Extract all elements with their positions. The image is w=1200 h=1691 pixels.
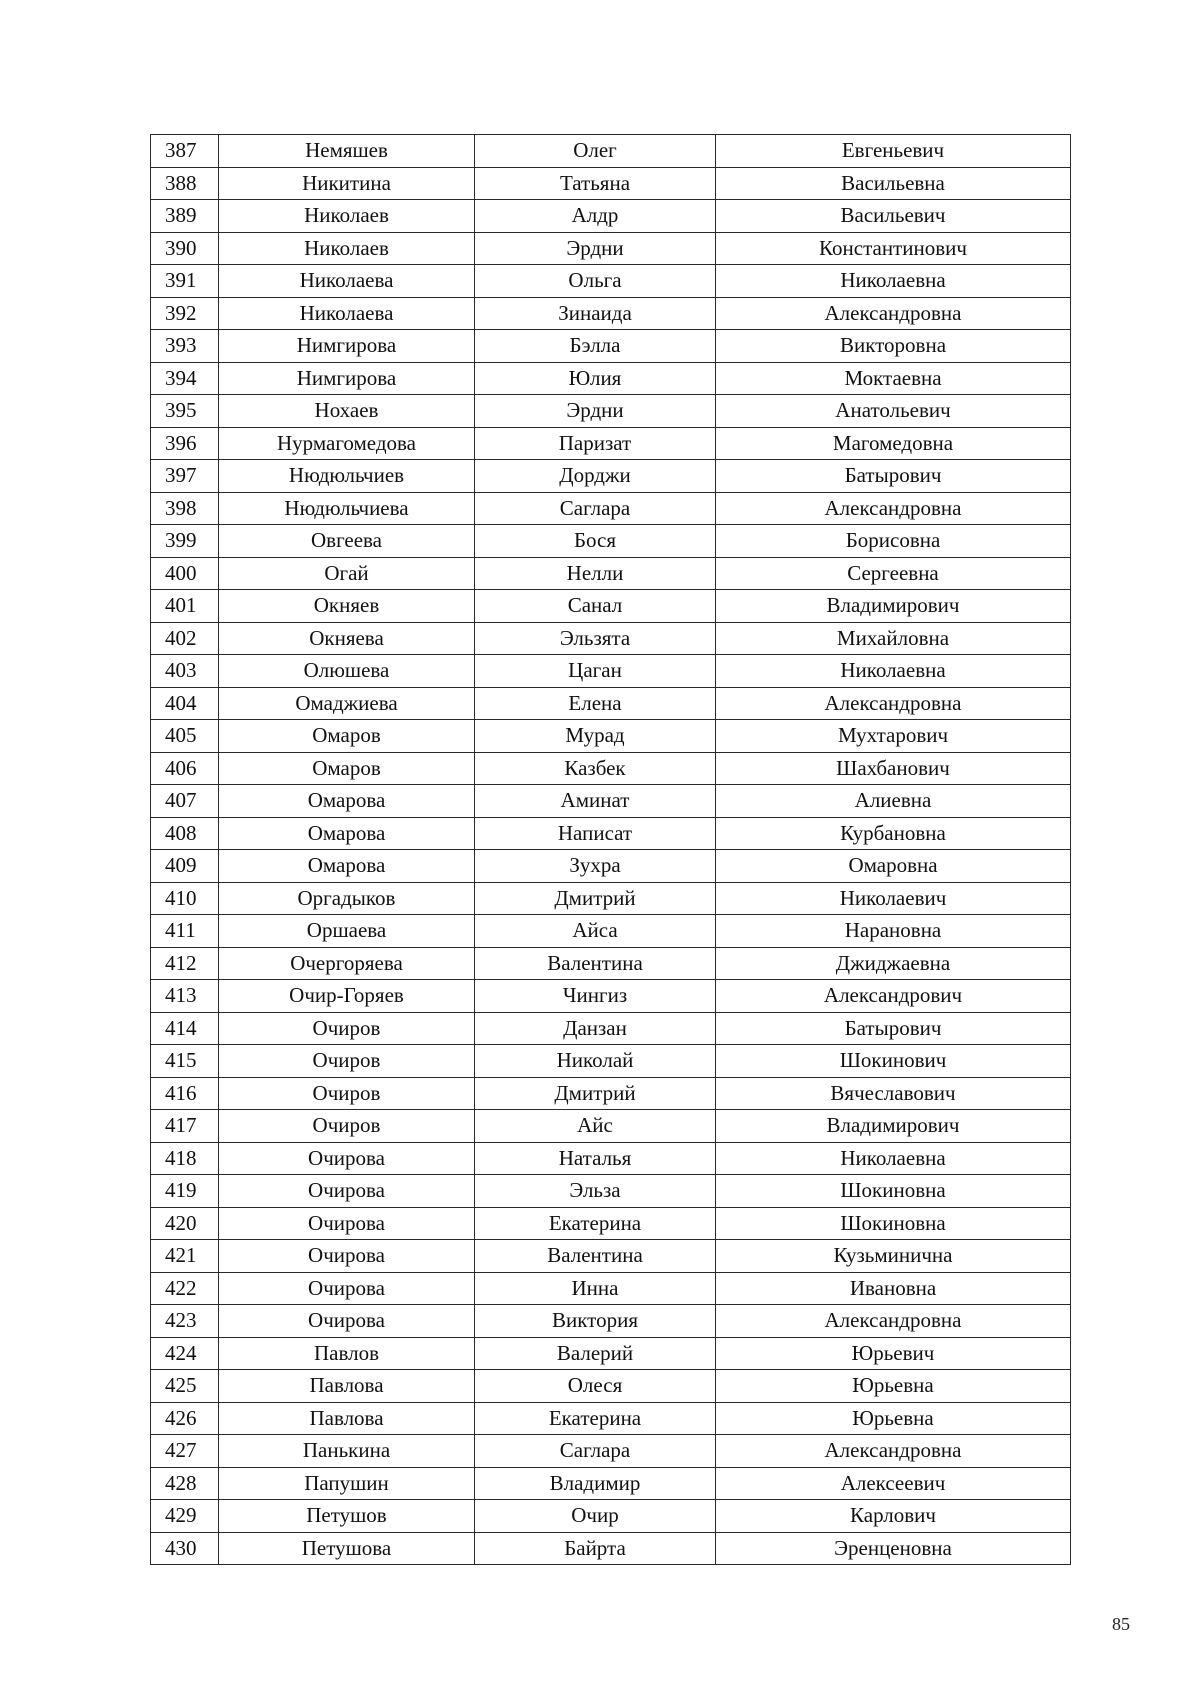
last-name-cell: Очергоряева [219, 947, 475, 980]
table-row [151, 1370, 1071, 1403]
last-name-cell: Очирова [219, 1207, 475, 1240]
row-number-cell: 417 [151, 1110, 219, 1143]
first-name-cell: Саглара [475, 492, 716, 525]
table-row [151, 525, 1071, 558]
last-name-cell: Панькина [219, 1435, 475, 1468]
first-name-cell: Зухра [475, 850, 716, 883]
last-name-cell: Павлова [219, 1370, 475, 1403]
first-name-cell: Наталья [475, 1142, 716, 1175]
table-row [151, 492, 1071, 525]
first-name-cell: Инна [475, 1272, 716, 1305]
last-name-cell: Очирова [219, 1175, 475, 1208]
patronymic-cell: Николаевич [716, 882, 1071, 915]
patronymic-cell: Николаевна [716, 1142, 1071, 1175]
row-number-cell: 420 [151, 1207, 219, 1240]
first-name-cell: Казбек [475, 752, 716, 785]
row-number-cell: 421 [151, 1240, 219, 1273]
patronymic-cell: Батырович [716, 460, 1071, 493]
row-number-cell: 391 [151, 265, 219, 298]
table-row [151, 1435, 1071, 1468]
last-name-cell: Омарова [219, 817, 475, 850]
last-name-cell: Папушин [219, 1467, 475, 1500]
first-name-cell: Виктория [475, 1305, 716, 1338]
names-table [150, 134, 1071, 1565]
first-name-cell: Бэлла [475, 330, 716, 363]
table-row [151, 167, 1071, 200]
last-name-cell: Олюшева [219, 655, 475, 688]
last-name-cell: Очиров [219, 1045, 475, 1078]
patronymic-cell: Шокинович [716, 1045, 1071, 1078]
row-number-cell: 430 [151, 1532, 219, 1565]
table-row [151, 720, 1071, 753]
first-name-cell: Аминат [475, 785, 716, 818]
patronymic-cell: Александровна [716, 687, 1071, 720]
patronymic-cell: Алексеевич [716, 1467, 1071, 1500]
table-row [151, 817, 1071, 850]
first-name-cell: Владимир [475, 1467, 716, 1500]
row-number-cell: 426 [151, 1402, 219, 1435]
last-name-cell: Оршаева [219, 915, 475, 948]
page-number: 85 [1112, 1614, 1130, 1634]
patronymic-cell: Анатольевич [716, 395, 1071, 428]
first-name-cell: Эльза [475, 1175, 716, 1208]
patronymic-cell: Моктаевна [716, 362, 1071, 395]
patronymic-cell: Карлович [716, 1500, 1071, 1533]
patronymic-cell: Викторовна [716, 330, 1071, 363]
first-name-cell: Валентина [475, 947, 716, 980]
last-name-cell: Нимгирова [219, 362, 475, 395]
first-name-cell: Паризат [475, 427, 716, 460]
table-row [151, 915, 1071, 948]
table-row [151, 297, 1071, 330]
table-row [151, 330, 1071, 363]
row-number-cell: 395 [151, 395, 219, 428]
last-name-cell: Окняева [219, 622, 475, 655]
last-name-cell: Нурмагомедова [219, 427, 475, 460]
row-number-cell: 422 [151, 1272, 219, 1305]
first-name-cell: Чингиз [475, 980, 716, 1013]
row-number-cell: 408 [151, 817, 219, 850]
first-name-cell: Валерий [475, 1337, 716, 1370]
patronymic-cell: Александрович [716, 980, 1071, 1013]
row-number-cell: 393 [151, 330, 219, 363]
row-number-cell: 407 [151, 785, 219, 818]
row-number-cell: 398 [151, 492, 219, 525]
first-name-cell: Дорджи [475, 460, 716, 493]
patronymic-cell: Юрьевич [716, 1337, 1071, 1370]
row-number-cell: 394 [151, 362, 219, 395]
table-row [151, 395, 1071, 428]
table-row [151, 655, 1071, 688]
first-name-cell: Ольга [475, 265, 716, 298]
table-row [151, 1402, 1071, 1435]
row-number-cell: 419 [151, 1175, 219, 1208]
first-name-cell: Мурад [475, 720, 716, 753]
last-name-cell: Очир-Горяев [219, 980, 475, 1013]
first-name-cell: Бося [475, 525, 716, 558]
table-row [151, 1045, 1071, 1078]
last-name-cell: Омарова [219, 850, 475, 883]
table-row [151, 752, 1071, 785]
patronymic-cell: Омаровна [716, 850, 1071, 883]
row-number-cell: 415 [151, 1045, 219, 1078]
last-name-cell: Окняев [219, 590, 475, 623]
table-row [151, 687, 1071, 720]
patronymic-cell: Васильевич [716, 200, 1071, 233]
patronymic-cell: Владимирович [716, 1110, 1071, 1143]
row-number-cell: 409 [151, 850, 219, 883]
last-name-cell: Нохаев [219, 395, 475, 428]
row-number-cell: 418 [151, 1142, 219, 1175]
last-name-cell: Омаров [219, 720, 475, 753]
patronymic-cell: Васильевна [716, 167, 1071, 200]
row-number-cell: 411 [151, 915, 219, 948]
last-name-cell: Никитина [219, 167, 475, 200]
last-name-cell: Нюдюльчиева [219, 492, 475, 525]
table-row [151, 1305, 1071, 1338]
first-name-cell: Валентина [475, 1240, 716, 1273]
first-name-cell: Дмитрий [475, 1077, 716, 1110]
table-row [151, 980, 1071, 1013]
table-row [151, 1012, 1071, 1045]
table-row [151, 1077, 1071, 1110]
table-row [151, 1532, 1071, 1565]
last-name-cell: Очирова [219, 1272, 475, 1305]
last-name-cell: Немяшев [219, 135, 475, 168]
first-name-cell: Эрдни [475, 395, 716, 428]
table-row [151, 200, 1071, 233]
table-row [151, 785, 1071, 818]
row-number-cell: 424 [151, 1337, 219, 1370]
table-row [151, 1500, 1071, 1533]
table-row [151, 882, 1071, 915]
last-name-cell: Нимгирова [219, 330, 475, 363]
row-number-cell: 388 [151, 167, 219, 200]
patronymic-cell: Алиевна [716, 785, 1071, 818]
table-row [151, 427, 1071, 460]
first-name-cell: Елена [475, 687, 716, 720]
last-name-cell: Николаева [219, 297, 475, 330]
row-number-cell: 423 [151, 1305, 219, 1338]
patronymic-cell: Александровна [716, 297, 1071, 330]
row-number-cell: 387 [151, 135, 219, 168]
patronymic-cell: Александровна [716, 1305, 1071, 1338]
first-name-cell: Олег [475, 135, 716, 168]
row-number-cell: 403 [151, 655, 219, 688]
first-name-cell: Айс [475, 1110, 716, 1143]
first-name-cell: Байрта [475, 1532, 716, 1565]
row-number-cell: 414 [151, 1012, 219, 1045]
row-number-cell: 392 [151, 297, 219, 330]
first-name-cell: Очир [475, 1500, 716, 1533]
patronymic-cell: Константинович [716, 232, 1071, 265]
last-name-cell: Николаева [219, 265, 475, 298]
last-name-cell: Овгеева [219, 525, 475, 558]
first-name-cell: Татьяна [475, 167, 716, 200]
row-number-cell: 428 [151, 1467, 219, 1500]
first-name-cell: Алдр [475, 200, 716, 233]
last-name-cell: Омаджиева [219, 687, 475, 720]
patronymic-cell: Магомедовна [716, 427, 1071, 460]
last-name-cell: Павлова [219, 1402, 475, 1435]
patronymic-cell: Александровна [716, 492, 1071, 525]
last-name-cell: Петушов [219, 1500, 475, 1533]
table-row [151, 1467, 1071, 1500]
patronymic-cell: Михайловна [716, 622, 1071, 655]
table-row [151, 1110, 1071, 1143]
table-row [151, 947, 1071, 980]
row-number-cell: 400 [151, 557, 219, 590]
patronymic-cell: Николаевна [716, 265, 1071, 298]
last-name-cell: Очирова [219, 1142, 475, 1175]
last-name-cell: Николаев [219, 200, 475, 233]
patronymic-cell: Сергеевна [716, 557, 1071, 590]
first-name-cell: Дмитрий [475, 882, 716, 915]
table-row [151, 265, 1071, 298]
first-name-cell: Нелли [475, 557, 716, 590]
row-number-cell: 416 [151, 1077, 219, 1110]
patronymic-cell: Шокиновна [716, 1207, 1071, 1240]
first-name-cell: Екатерина [475, 1402, 716, 1435]
first-name-cell: Написат [475, 817, 716, 850]
table-row [151, 850, 1071, 883]
table-row [151, 1240, 1071, 1273]
last-name-cell: Очирова [219, 1240, 475, 1273]
last-name-cell: Очиров [219, 1012, 475, 1045]
patronymic-cell: Кузьминична [716, 1240, 1071, 1273]
patronymic-cell: Батырович [716, 1012, 1071, 1045]
table-row [151, 1175, 1071, 1208]
row-number-cell: 405 [151, 720, 219, 753]
last-name-cell: Нюдюльчиев [219, 460, 475, 493]
first-name-cell: Эрдни [475, 232, 716, 265]
table-row [151, 622, 1071, 655]
first-name-cell: Айса [475, 915, 716, 948]
patronymic-cell: Джиджаевна [716, 947, 1071, 980]
table-row [151, 557, 1071, 590]
last-name-cell: Омарова [219, 785, 475, 818]
first-name-cell: Екатерина [475, 1207, 716, 1240]
last-name-cell: Павлов [219, 1337, 475, 1370]
row-number-cell: 390 [151, 232, 219, 265]
table-row [151, 232, 1071, 265]
last-name-cell: Очиров [219, 1110, 475, 1143]
row-number-cell: 401 [151, 590, 219, 623]
row-number-cell: 389 [151, 200, 219, 233]
row-number-cell: 404 [151, 687, 219, 720]
patronymic-cell: Юрьевна [716, 1370, 1071, 1403]
first-name-cell: Эльзята [475, 622, 716, 655]
row-number-cell: 399 [151, 525, 219, 558]
row-number-cell: 402 [151, 622, 219, 655]
table-row [151, 135, 1071, 168]
row-number-cell: 425 [151, 1370, 219, 1403]
first-name-cell: Николай [475, 1045, 716, 1078]
first-name-cell: Санал [475, 590, 716, 623]
table-row [151, 1207, 1071, 1240]
last-name-cell: Оргадыков [219, 882, 475, 915]
patronymic-cell: Николаевна [716, 655, 1071, 688]
row-number-cell: 413 [151, 980, 219, 1013]
names-table-body [151, 135, 1071, 1565]
last-name-cell: Огай [219, 557, 475, 590]
first-name-cell: Юлия [475, 362, 716, 395]
row-number-cell: 412 [151, 947, 219, 980]
first-name-cell: Данзан [475, 1012, 716, 1045]
table-row [151, 1272, 1071, 1305]
row-number-cell: 427 [151, 1435, 219, 1468]
last-name-cell: Петушова [219, 1532, 475, 1565]
row-number-cell: 406 [151, 752, 219, 785]
patronymic-cell: Эренценовна [716, 1532, 1071, 1565]
patronymic-cell: Нарановна [716, 915, 1071, 948]
table-row [151, 1142, 1071, 1175]
first-name-cell: Саглара [475, 1435, 716, 1468]
patronymic-cell: Юрьевна [716, 1402, 1071, 1435]
last-name-cell: Очирова [219, 1305, 475, 1338]
row-number-cell: 429 [151, 1500, 219, 1533]
last-name-cell: Омаров [219, 752, 475, 785]
row-number-cell: 410 [151, 882, 219, 915]
patronymic-cell: Александровна [716, 1435, 1071, 1468]
patronymic-cell: Вячеславович [716, 1077, 1071, 1110]
patronymic-cell: Владимирович [716, 590, 1071, 623]
table-row [151, 362, 1071, 395]
table-row [151, 590, 1071, 623]
table-row [151, 1337, 1071, 1370]
last-name-cell: Николаев [219, 232, 475, 265]
first-name-cell: Цаган [475, 655, 716, 688]
patronymic-cell: Мухтарович [716, 720, 1071, 753]
patronymic-cell: Курбановна [716, 817, 1071, 850]
first-name-cell: Зинаида [475, 297, 716, 330]
last-name-cell: Очиров [219, 1077, 475, 1110]
first-name-cell: Олеся [475, 1370, 716, 1403]
patronymic-cell: Борисовна [716, 525, 1071, 558]
patronymic-cell: Ивановна [716, 1272, 1071, 1305]
table-row [151, 460, 1071, 493]
patronymic-cell: Шахбанович [716, 752, 1071, 785]
row-number-cell: 396 [151, 427, 219, 460]
patronymic-cell: Шокиновна [716, 1175, 1071, 1208]
row-number-cell: 397 [151, 460, 219, 493]
patronymic-cell: Евгеньевич [716, 135, 1071, 168]
